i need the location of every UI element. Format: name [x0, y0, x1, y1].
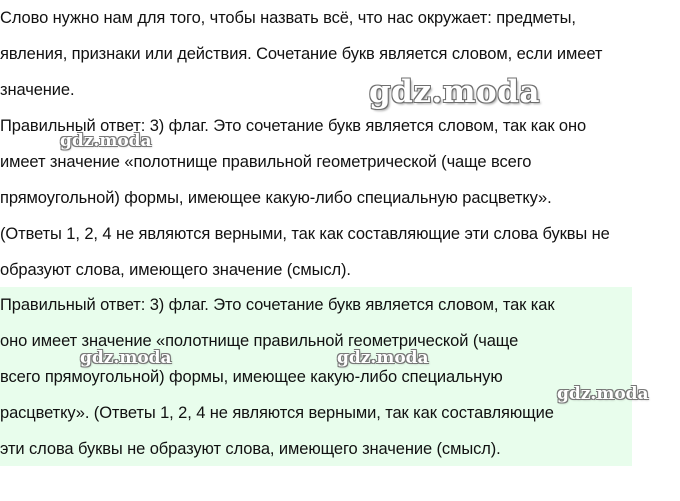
- watermark-small: gdz.moda: [80, 348, 172, 368]
- watermark-small: gdz.moda: [337, 348, 429, 368]
- answer-paragraph: Правильный ответ: 3) флаг. Это сочетание букв является словом, так как оно имеет значение «полотнище правильной геометрической (чаще всего прямоугольной) формы, имеющее какую-либо специальную расцветку». (Ответы 1, 2, 4 не являются верными, так как составляющие эти слова буквы не образуют слова, имеющего значение (смысл).: [0, 117, 610, 279]
- highlighted-answer-paragraph: Правильный ответ: 3) флаг. Это сочетание букв является словом, так как оно имеет значение «полотнище правильной геометрической (чаще всего прямоугольной) формы, имеющее какую-либо специальную расцветку». (Ответы 1, 2, 4 не являются верными, так как составляющие эти слова буквы не образуют слова, имеющего значение (смысл).: [0, 296, 555, 458]
- watermark-small: gdz.moda: [557, 384, 649, 404]
- watermark-small: gdz.moda: [60, 131, 152, 151]
- intro-paragraph: Слово нужно нам для того, чтобы назвать всё, что нас окружает: предметы, явления, признаки или действия. Сочетание букв является словом, если имеет значение.: [0, 9, 603, 99]
- watermark-large: gdz.moda: [369, 74, 540, 110]
